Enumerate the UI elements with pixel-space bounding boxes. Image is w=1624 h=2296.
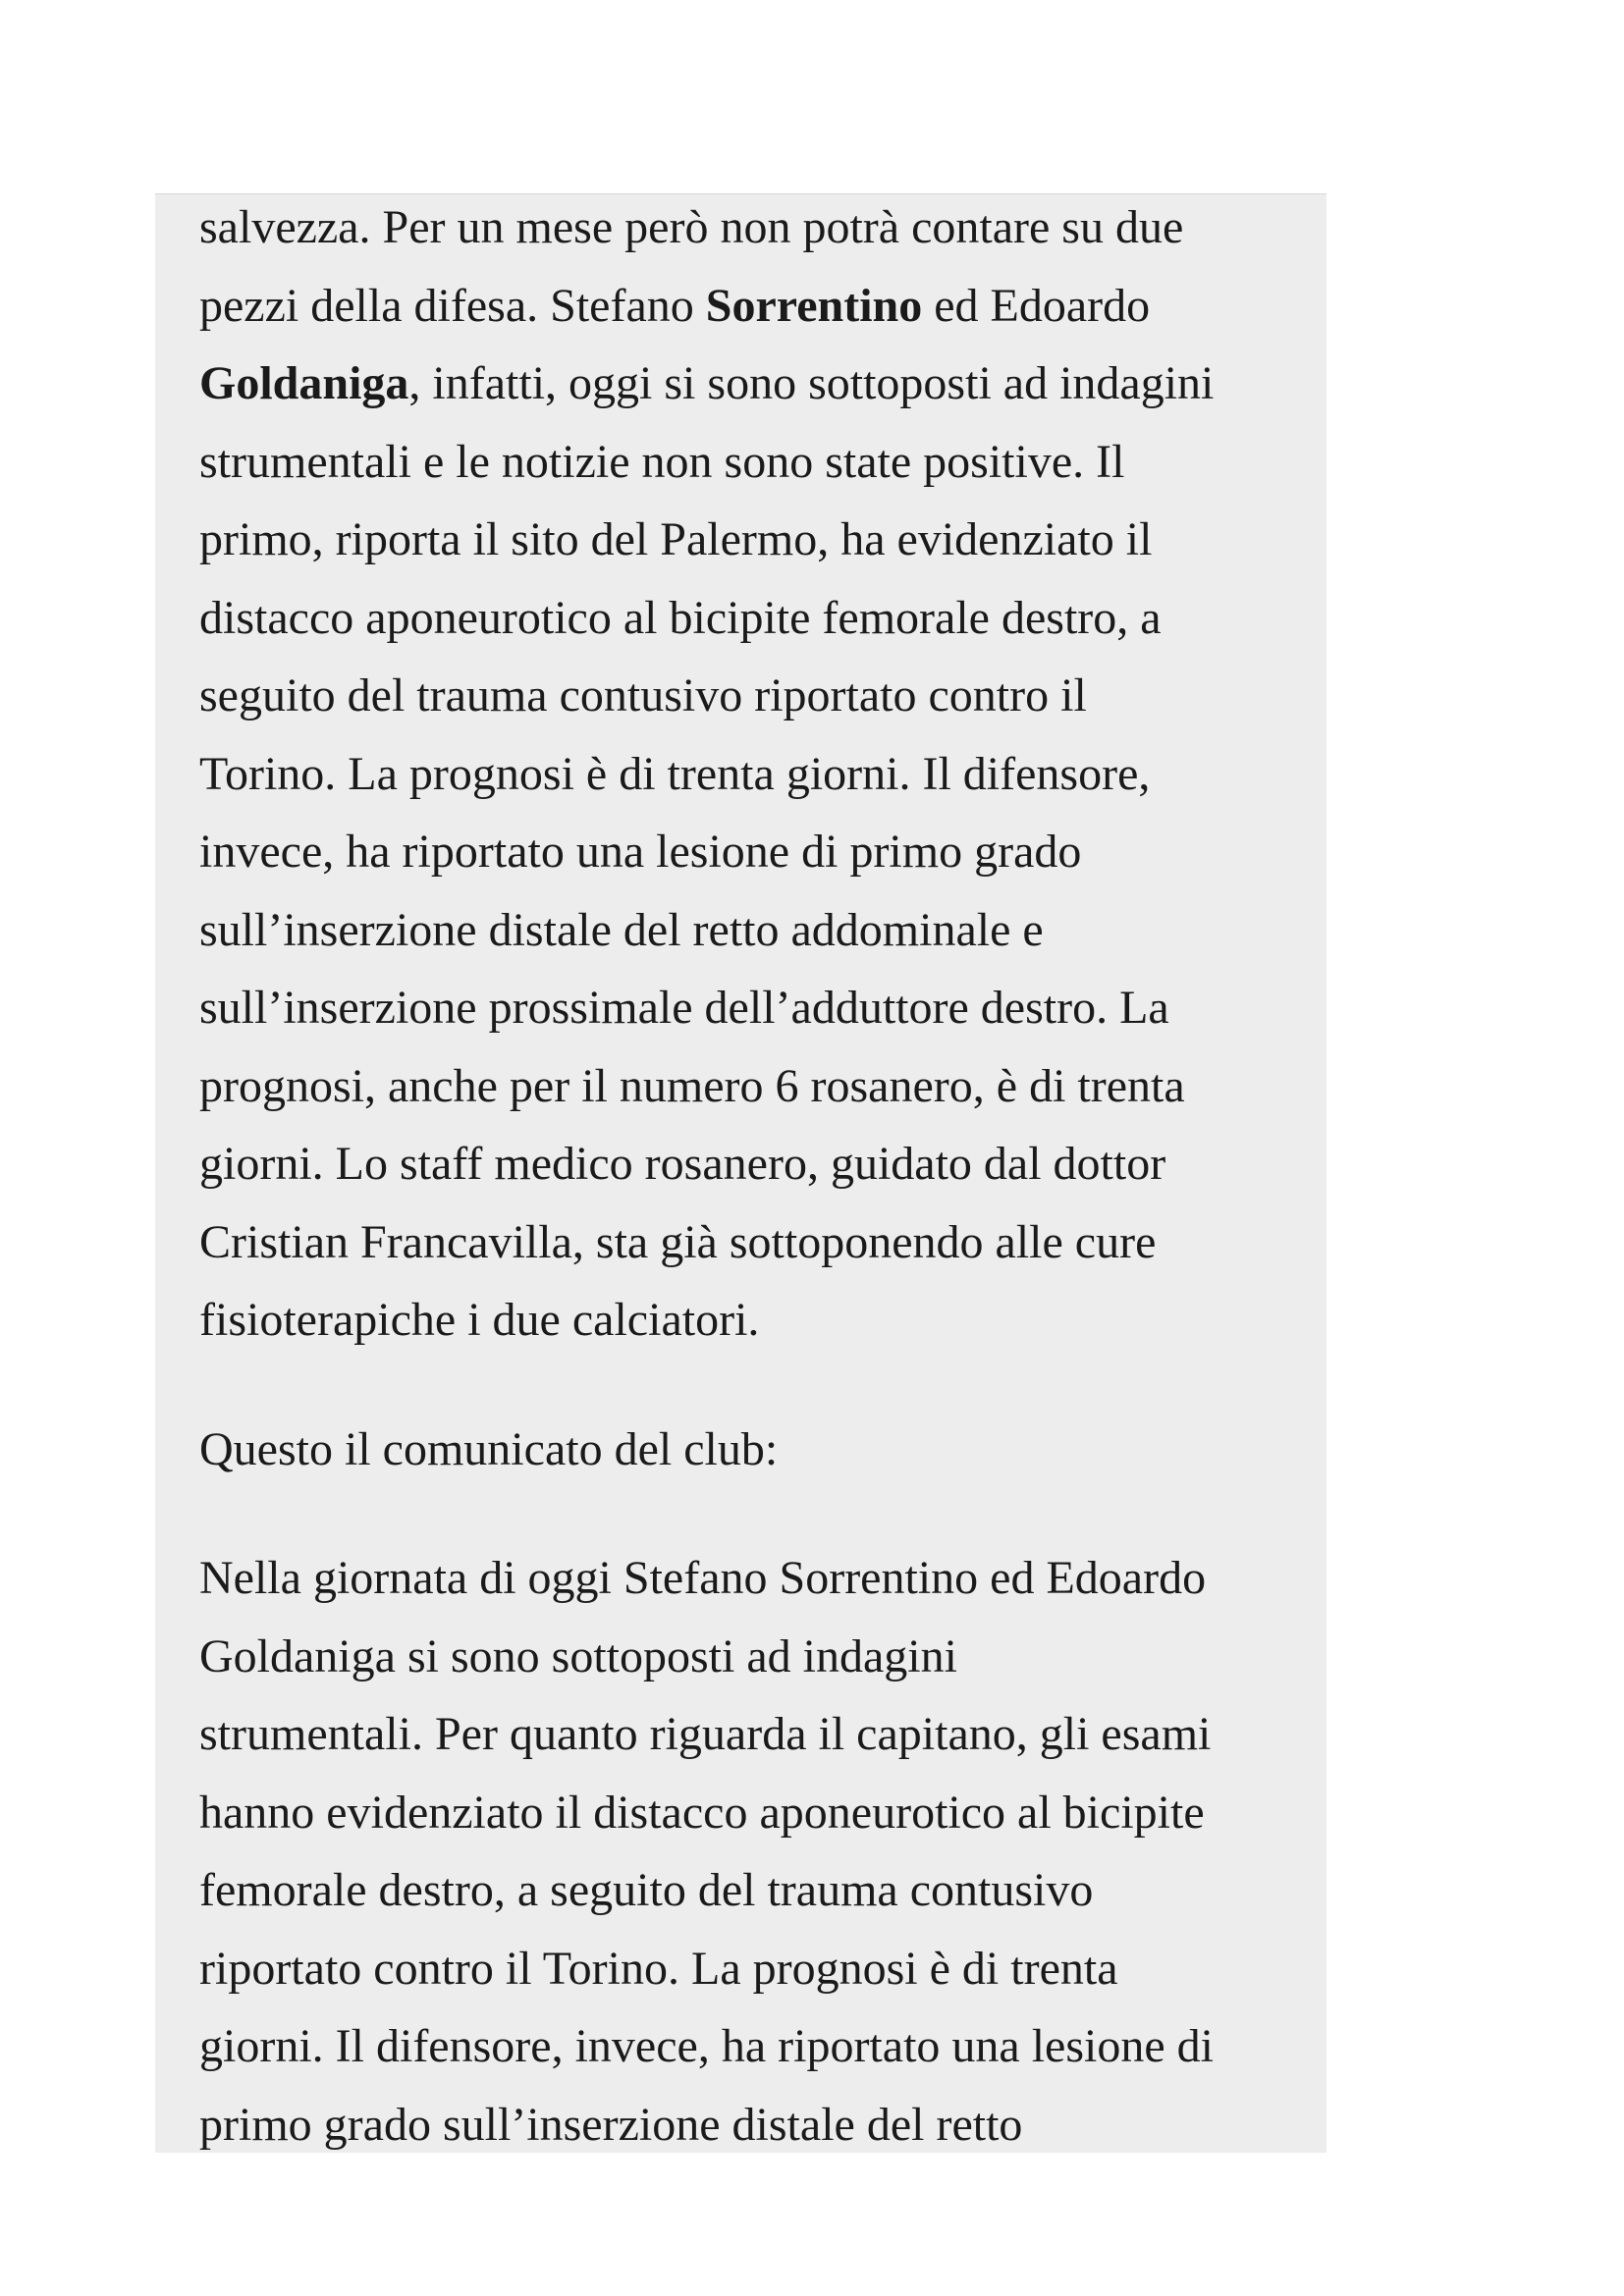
text-segment: pezzi della difesa. Stefano bbox=[199, 279, 706, 332]
text-line: prognosi, anche per il numero 6 rosanero, è di trenta bbox=[199, 1059, 1185, 1112]
text-segment: ed Edoardo bbox=[922, 279, 1151, 332]
text-line: seguito del trauma contusivo riportato contro il bbox=[199, 669, 1087, 721]
text-line: primo grado sull’inserzione distale del retto bbox=[199, 2098, 1023, 2151]
text-line: distacco aponeurotico al bicipite femorale destro, a bbox=[199, 591, 1162, 644]
text-line: salvezza. Per un mese però non potrà contare su due bbox=[199, 201, 1184, 253]
text-line: Nella giornata di oggi Stefano Sorrentino ed Edoardo bbox=[199, 1552, 1207, 1604]
text-line: strumentali e le notizie non sono state positive. Il bbox=[199, 435, 1125, 488]
text-line: sull’inserzione prossimale dell’adduttore destro. La bbox=[199, 982, 1169, 1034]
article-container bbox=[155, 193, 1326, 2153]
text-line bbox=[199, 345, 1299, 423]
player-name-sorrentino: Sorrentino bbox=[705, 279, 923, 332]
text-line bbox=[199, 267, 1299, 346]
text-line: fisioterapiche i due calciatori. bbox=[199, 1294, 760, 1346]
text-line: riportato contro il Torino. La prognosi è di trenta bbox=[199, 1942, 1118, 1995]
text-line: giorni. Lo staff medico rosanero, guidato dal dottor bbox=[199, 1138, 1166, 1190]
text-line: sull’inserzione distale del retto addominale e bbox=[199, 903, 1044, 956]
text-line: Questo il comunicato del club: bbox=[199, 1422, 779, 1475]
text-line: femorale destro, a seguito del trauma contusivo bbox=[199, 1864, 1094, 1916]
text-line: Goldaniga si sono sottoposti ad indagini bbox=[199, 1629, 957, 1682]
text-line: Cristian Francavilla, sta già sottoponendo alle cure bbox=[199, 1215, 1157, 1268]
text-line: strumentali. Per quanto riguarda il capitano, gli esami bbox=[199, 1708, 1212, 1760]
article-paragraph-1 bbox=[199, 193, 1299, 1360]
text-line: invece, ha riportato una lesione di primo grado bbox=[199, 826, 1082, 878]
article-paragraph-3 bbox=[199, 1539, 1299, 2153]
text-line: hanno evidenziato il distacco aponeurotico al bicipite bbox=[199, 1786, 1205, 1839]
text-segment: , infatti, oggi si sono sottoposti ad indagini bbox=[408, 357, 1215, 409]
player-name-goldaniga: Goldaniga bbox=[199, 357, 409, 409]
text-line: Torino. La prognosi è di trenta giorni. Il difensore, bbox=[199, 747, 1151, 800]
article-body bbox=[199, 193, 1299, 2153]
text-line: primo, riporta il sito del Palermo, ha evidenziato il bbox=[199, 513, 1153, 565]
article-paragraph-2 bbox=[199, 1411, 1299, 1489]
text-line: giorni. Il difensore, invece, ha riportato una lesione di bbox=[199, 2020, 1215, 2072]
